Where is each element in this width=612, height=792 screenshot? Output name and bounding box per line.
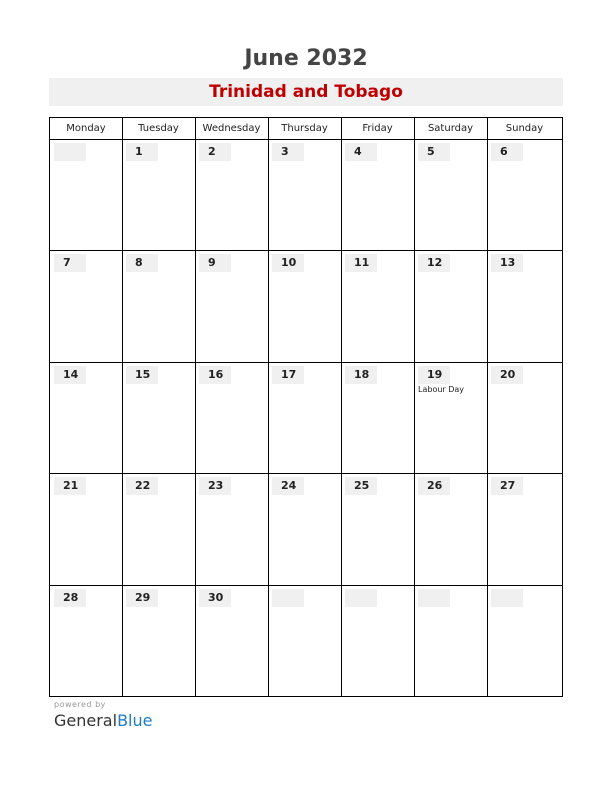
day-cell (414, 140, 487, 251)
day-number (418, 589, 450, 607)
day-number: 23 (199, 477, 231, 495)
calendar-grid (49, 117, 563, 697)
day-number: 13 (491, 254, 523, 272)
day-number: 6 (491, 143, 523, 161)
day-number: 12 (418, 254, 450, 272)
day-number: 14 (54, 366, 86, 384)
weekday-header-3: Thursday (281, 123, 328, 134)
day-number: 8 (126, 254, 158, 272)
powered-by-label: powered by (54, 700, 106, 709)
holiday-label: Labour Day (418, 384, 465, 394)
day-cell (122, 474, 195, 585)
day-cell (487, 140, 562, 251)
day-number (491, 589, 523, 607)
day-cell (50, 586, 122, 697)
day-number: 9 (199, 254, 231, 272)
day-cell (268, 474, 341, 585)
day-cell (50, 474, 122, 585)
weekday-header-0: Monday (66, 123, 106, 134)
day-cell (268, 140, 341, 251)
day-cell (487, 251, 562, 362)
day-cell (414, 251, 487, 362)
row-divider (50, 473, 562, 474)
day-cell (487, 474, 562, 585)
day-number: 22 (126, 477, 158, 495)
day-number: 17 (272, 366, 304, 384)
day-number (54, 143, 86, 161)
day-cell (341, 251, 414, 362)
brand-general-text: General (54, 711, 118, 730)
weekday-header-5: Saturday (427, 123, 474, 134)
day-cell (487, 586, 562, 697)
week-row (50, 586, 562, 697)
row-divider (50, 362, 562, 363)
day-cell (195, 251, 268, 362)
footer (54, 700, 152, 730)
column-divider (195, 118, 196, 696)
day-cell (341, 586, 414, 697)
day-number: 1 (126, 143, 158, 161)
day-number: 21 (54, 477, 86, 495)
day-cell (195, 474, 268, 585)
day-number: 25 (345, 477, 377, 495)
row-divider (50, 250, 562, 251)
day-number: 5 (418, 143, 450, 161)
day-number: 20 (491, 366, 523, 384)
day-cell (50, 363, 122, 474)
day-cell (341, 140, 414, 251)
day-number: 10 (272, 254, 304, 272)
weekday-header-2: Wednesday (202, 123, 261, 134)
day-cell (268, 251, 341, 362)
country-name: Trinidad and Tobago (49, 78, 563, 106)
day-number: 4 (345, 143, 377, 161)
week-row (50, 251, 562, 362)
weekday-header-1: Tuesday (138, 123, 179, 134)
weekday-header-6: Sunday (505, 123, 544, 134)
day-number: 27 (491, 477, 523, 495)
day-cell (414, 586, 487, 697)
day-cell (195, 363, 268, 474)
week-row (50, 474, 562, 585)
column-divider (122, 118, 123, 696)
day-number: 28 (54, 589, 86, 607)
day-cell (50, 140, 122, 251)
week-row (50, 363, 562, 474)
column-divider (487, 118, 488, 696)
day-cell (268, 586, 341, 697)
day-number: 15 (126, 366, 158, 384)
day-number: 30 (199, 589, 231, 607)
day-cell (50, 251, 122, 362)
day-number: 26 (418, 477, 450, 495)
day-cell (341, 474, 414, 585)
day-cell (122, 586, 195, 697)
day-cell (195, 140, 268, 251)
generalblue-logo[interactable] (54, 711, 152, 730)
day-number (345, 589, 377, 607)
day-cell (414, 363, 487, 474)
weekday-header-row (50, 118, 562, 140)
day-number: 16 (199, 366, 231, 384)
row-divider (50, 585, 562, 586)
day-cell (195, 586, 268, 697)
day-number: 19 (418, 366, 450, 384)
day-cell (487, 363, 562, 474)
day-number: 7 (54, 254, 86, 272)
day-cell (122, 251, 195, 362)
day-cell (268, 363, 341, 474)
day-cell (341, 363, 414, 474)
day-number (272, 589, 304, 607)
day-number: 3 (272, 143, 304, 161)
day-number: 24 (272, 477, 304, 495)
column-divider (341, 118, 342, 696)
weekday-header-4: Friday (362, 123, 393, 134)
day-cell (414, 474, 487, 585)
week-row (50, 140, 562, 251)
brand-blue-text: Blue (117, 711, 153, 730)
day-number: 2 (199, 143, 231, 161)
column-divider (268, 118, 269, 696)
day-number: 11 (345, 254, 377, 272)
day-number: 29 (126, 589, 158, 607)
day-cell (122, 140, 195, 251)
calendar-title: June 2032 (244, 46, 368, 71)
column-divider (414, 118, 415, 696)
day-number: 18 (345, 366, 377, 384)
day-cell (122, 363, 195, 474)
